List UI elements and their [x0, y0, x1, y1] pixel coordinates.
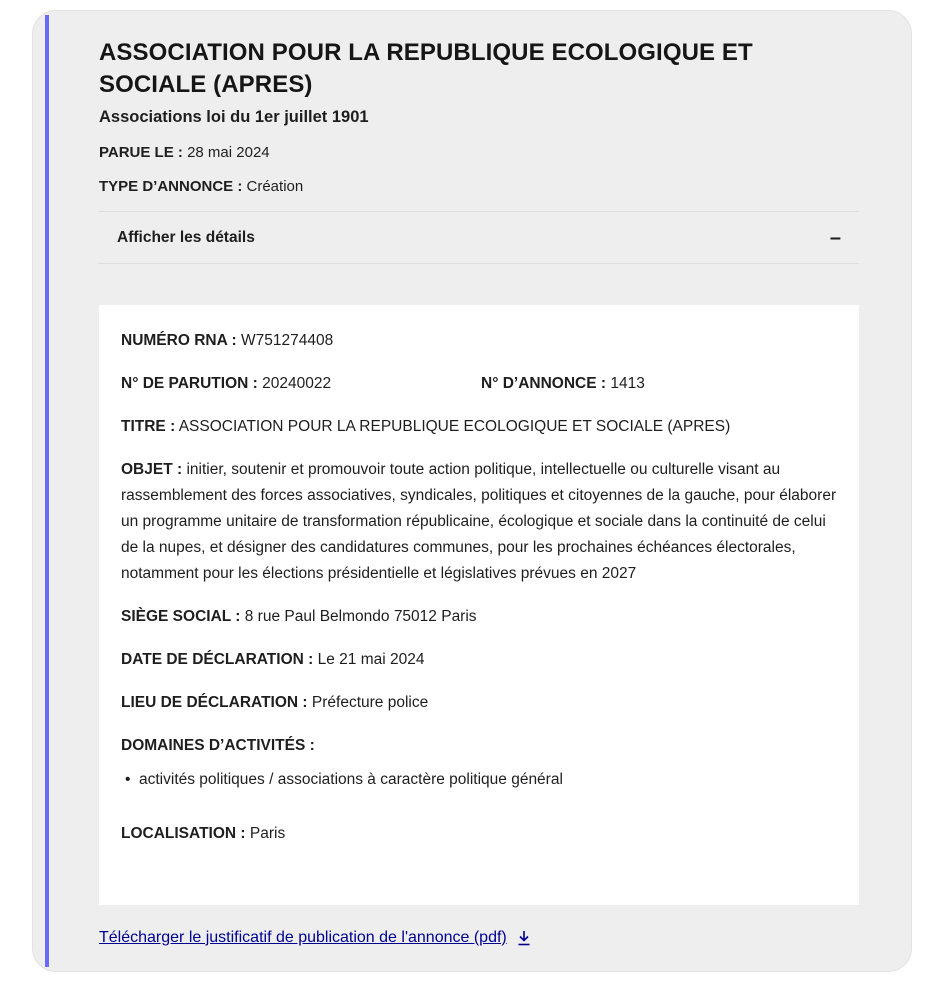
objet-label: OBJET : [121, 461, 183, 478]
rna-number [121, 331, 837, 351]
declaration-date-value: Le 21 mai 2024 [317, 651, 425, 668]
announcement-type-value: Création [246, 178, 304, 195]
association-title: ASSOCIATION POUR LA REPUBLIQUE ECOLOGIQUE ET SOCIALE (APRES) [99, 39, 753, 98]
titre-label: TITRE : [121, 418, 176, 435]
rna-label: NUMÉRO RNA : [121, 332, 237, 349]
parution-row [121, 374, 837, 394]
rna-value: W751274408 [240, 332, 334, 349]
association-type: Associations loi du 1er juillet 1901 [99, 108, 369, 126]
objet-value: initier, soutenir et promouvoir toute action politique, intellectuelle ou culturelle visant au rassemblement des forces associatives, syndicales, politiques et citoyennes de la gauche, pour élaborer un programme unitaire de transformation républicaine, écologique et sociale dans la continuité de celui de la nupes, et désigner des candidatures communes, pour les prochaines échéances électorales, notamment pour les élections présidentielle et législatives prévues en 2027 [121, 461, 837, 582]
annonce-value: 1413 [610, 375, 645, 392]
show-details-toggle[interactable] [99, 211, 859, 264]
titre-value: ASSOCIATION POUR LA REPUBLIQUE ECOLOGIQUE ET SOCIALE (APRES) [178, 418, 731, 435]
objet [121, 457, 837, 587]
card-header [99, 37, 859, 264]
parution-number [121, 374, 481, 394]
collapse-icon[interactable]: – [829, 226, 841, 249]
localisation-value: Paris [249, 825, 286, 842]
details-panel [99, 305, 859, 905]
declaration-place-label: LIEU DE DÉCLARATION : [121, 694, 308, 711]
declaration-date [121, 650, 837, 670]
domain-item-label: activités politiques / associations à caractère politique général [139, 771, 563, 788]
download-pdf-link[interactable] [99, 929, 531, 947]
declaration-place [121, 693, 837, 713]
siege-label: SIÈGE SOCIAL : [121, 608, 241, 625]
siege-social [121, 607, 837, 627]
announcement-card [32, 10, 912, 972]
bullet-icon: • [125, 771, 131, 788]
accent-bar [45, 15, 49, 967]
published-value: 28 mai 2024 [187, 144, 270, 161]
download-pdf-label: Télécharger le justificatif de publication de l'annonce (pdf) [99, 929, 507, 946]
declaration-date-label: DATE DE DÉCLARATION : [121, 651, 314, 668]
localisation-label: LOCALISATION : [121, 825, 246, 842]
localisation [121, 824, 837, 844]
announcement-type-label: TYPE D’ANNONCE : [99, 178, 243, 195]
siege-value: 8 rue Paul Belmondo 75012 Paris [244, 608, 477, 625]
download-icon [517, 930, 531, 946]
announcement-type [99, 177, 859, 197]
annonce-number [481, 374, 645, 394]
published-label: PARUE LE : [99, 144, 183, 161]
parution-label: N° DE PARUTION : [121, 375, 258, 392]
show-details-label: Afficher les détails [117, 228, 255, 246]
domain-item [121, 770, 837, 790]
parution-value: 20240022 [262, 375, 332, 392]
published-date [99, 143, 859, 163]
titre [121, 417, 837, 437]
declaration-place-value: Préfecture police [311, 694, 429, 711]
annonce-label: N° D’ANNONCE : [481, 375, 607, 392]
domains-title: DOMAINES D’ACTIVITÉS : [121, 737, 315, 754]
